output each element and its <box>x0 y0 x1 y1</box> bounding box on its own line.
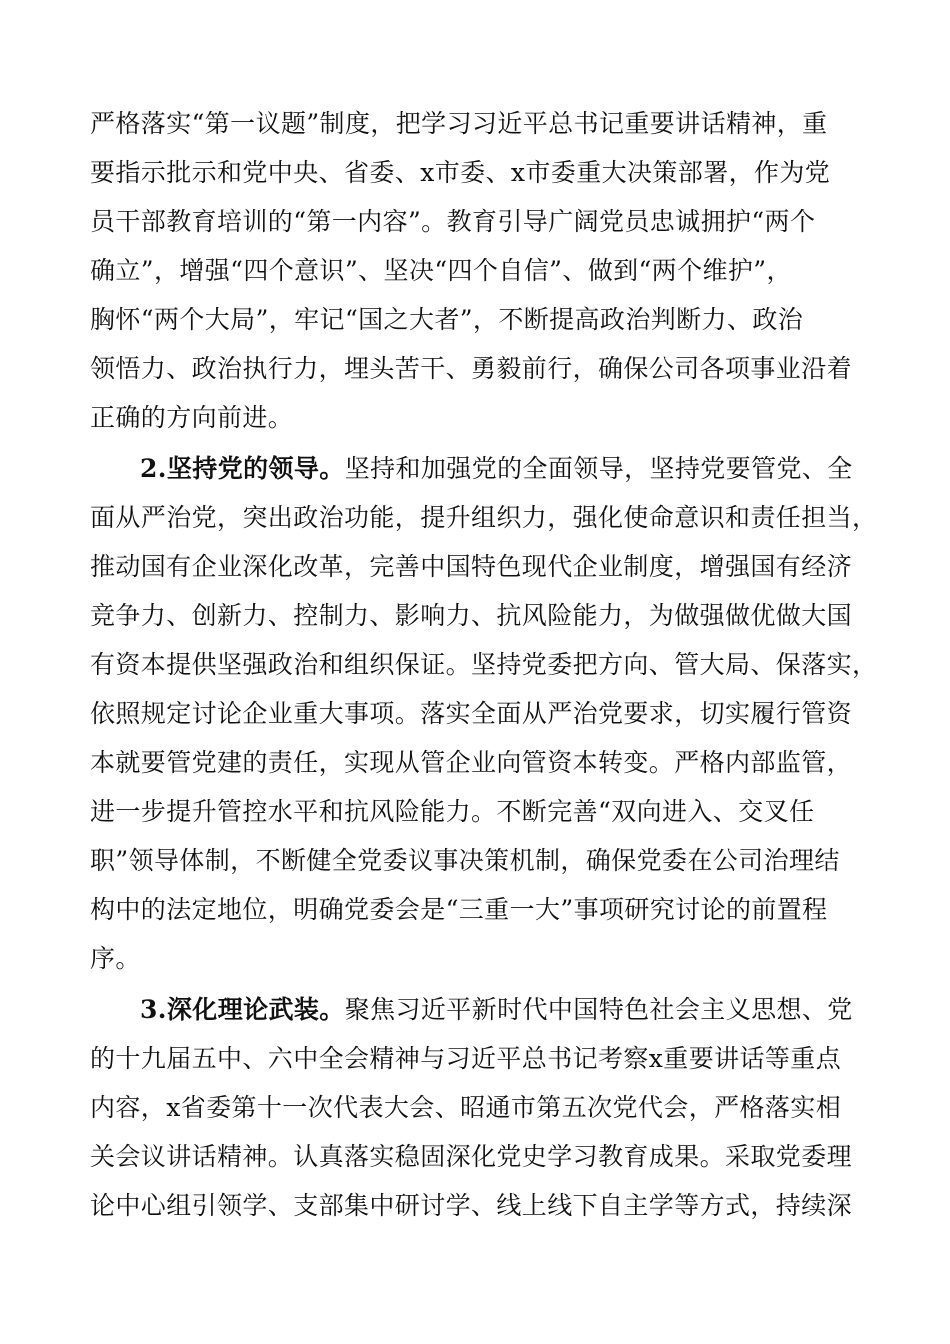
paragraph-3-line-5: 论中心组引领学、支部集中研讨学、线上线下自主学等方式，持续深 <box>90 1191 853 1220</box>
paragraph-2-line-3: 推动国有企业深化改革，完善中国特色现代企业制度，增强国有经济 <box>90 552 853 581</box>
paragraph-1-line-7: 正确的方向前进。 <box>90 403 294 432</box>
paragraph-2-first-line <box>140 453 853 485</box>
paragraph-3-line-3: 内容，x省委第十一次代表大会、昭通市第五次党代会，严格落实相 <box>90 1093 842 1122</box>
paragraph-1-line-6: 领悟力、政治执行力，埋头苦干、勇毅前行，确保公司各项事业沿着 <box>90 354 853 383</box>
paragraph-1-line-1: 严格落实“第一议题”制度，把学习习近平总书记重要讲话精神，重 <box>90 109 828 138</box>
paragraph-3-first-line <box>140 994 853 1026</box>
paragraph-2-line-4: 竞争力、创新力、控制力、影响力、抗风险能力，为做强做优做大国 <box>90 601 853 630</box>
paragraph-3-line-2: 的十九届五中、六中全会精神与习近平总书记考察x重要讲话等重点 <box>90 1044 842 1073</box>
paragraph-2-line-9: 职”领导体制，不断健全党委议事决策机制，确保党委在公司治理结 <box>90 846 840 875</box>
paragraph-2-line-2: 面从严治党，突出政治功能，提升组织力，强化使命意识和责任担当， <box>90 503 878 532</box>
paragraph-1-line-5: 胸怀“两个大局”，牢记“国之大者”，不断提高政治判断力、政治 <box>90 305 804 334</box>
paragraph-2-line-1: 坚持和加强党的全面领导，坚持党要管党、全 <box>344 454 853 483</box>
paragraph-2-line-8: 进一步提升管控水平和抗风险能力。不断完善“双向进入、交叉任 <box>90 797 815 826</box>
paragraph-3-line-4: 关会议讲话精神。认真落实稳固深化党史学习教育成果。采取党委理 <box>90 1142 853 1171</box>
paragraph-3-heading: 3.深化理论武装。 <box>140 995 345 1024</box>
paragraph-2-line-11: 序。 <box>90 944 141 973</box>
paragraph-2-heading: 2.坚持党的领导。 <box>140 454 345 483</box>
paragraph-2-line-5: 有资本提供坚强政治和组织保证。坚持党委把方向、管大局、保落实， <box>90 650 878 679</box>
paragraph-2-line-10: 构中的法定地位，明确党委会是“三重一大”事项研究讨论的前置程 <box>90 895 828 924</box>
paragraph-2-line-6: 依照规定讨论企业重大事项。落实全面从严治党要求，切实履行管资 <box>90 699 853 728</box>
paragraph-1-line-2: 要指示批示和党中央、省委、x市委、x市委重大决策部署，作为党 <box>90 158 831 187</box>
paragraph-3-line-1: 聚焦习近平新时代中国特色社会主义思想、党 <box>344 995 853 1024</box>
paragraph-1-line-4: 确立”，增强“四个意识”、坚决“四个自信”、做到“两个维护”， <box>90 256 792 285</box>
paragraph-1-line-3: 员干部教育培训的“第一内容”。教育引导广阔党员忠诚拥护“两个 <box>90 207 816 236</box>
paragraph-2-line-7: 本就要管党建的责任，实现从管企业向管资本转变。严格内部监管， <box>90 748 853 777</box>
